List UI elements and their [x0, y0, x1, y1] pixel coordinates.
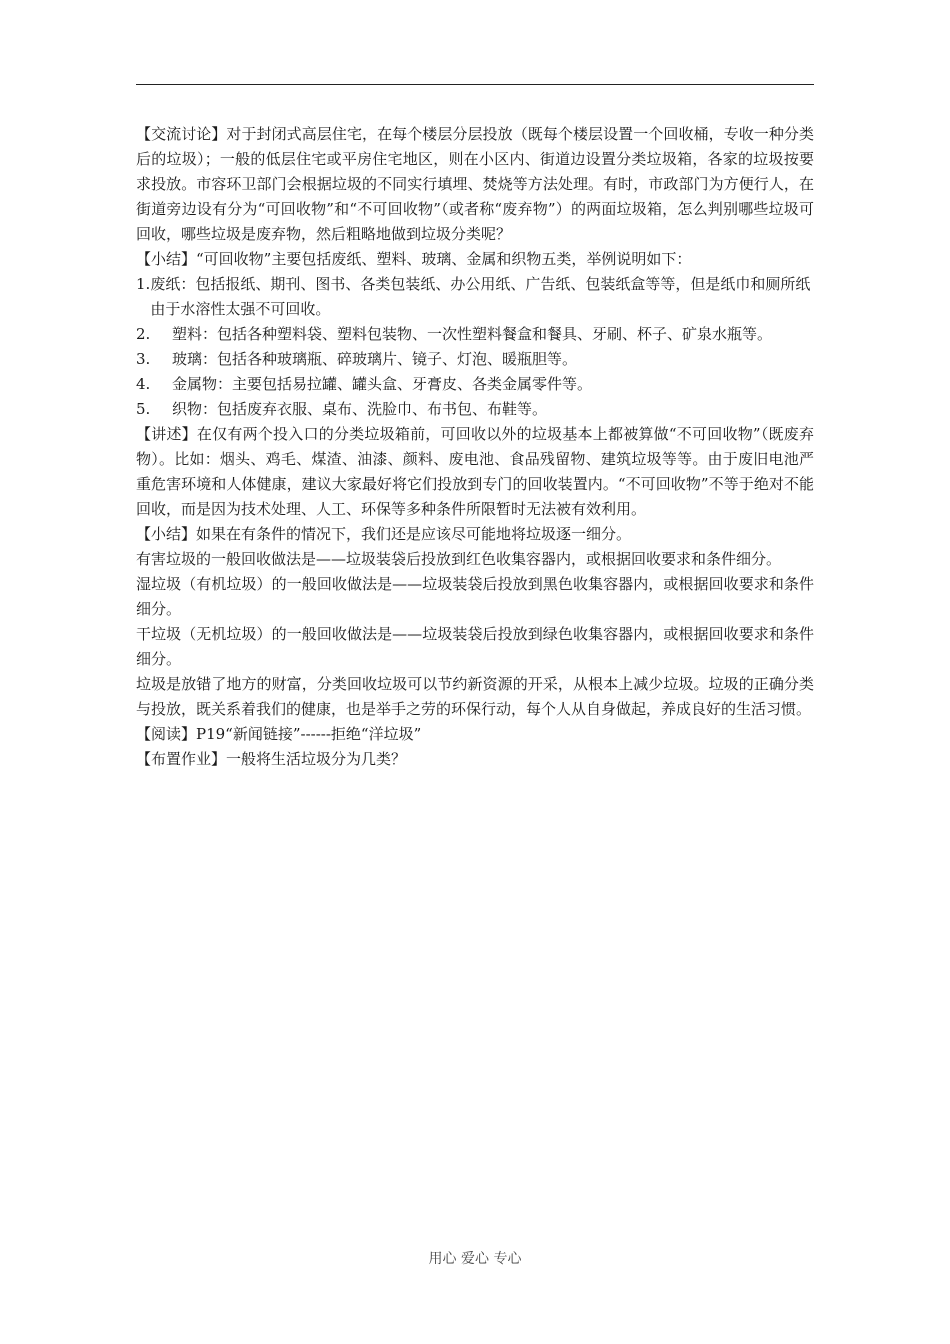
- list-item-text: 织物：包括废弃衣服、桌布、洗脸巾、布书包、布鞋等。: [172, 400, 548, 418]
- list-item-text: 金属物：主要包括易拉罐、罐头盒、牙膏皮、各类金属零件等。: [172, 375, 593, 393]
- paragraph-wet-waste: 湿垃圾（有机垃圾）的一般回收做法是——垃圾装袋后投放到黑色收集容器内，或根据回收要求和条件细分。: [136, 575, 814, 618]
- list-item-metal: [136, 372, 814, 397]
- list-number: 1.: [136, 275, 151, 293]
- list-item-glass: [136, 347, 814, 372]
- list-number: 3.: [136, 350, 151, 368]
- paragraph-summary-recyclables: 【小结】“可回收物”主要包括废纸、塑料、玻璃、金属和织物五类，举例说明如下：: [136, 250, 692, 268]
- paragraph-conclusion: 垃圾是放错了地方的财富，分类回收垃圾可以节约新资源的开采，从根本上减少垃圾。垃圾的正确分类与投放，既关系着我们的健康，也是举手之劳的环保行动，每个人从自身做起，养成良好的生活习惯。: [136, 675, 814, 718]
- page-footer: 用心 爱心 专心: [428, 1251, 522, 1267]
- list-number: 2.: [136, 325, 151, 343]
- list-item-text: 玻璃：包括各种玻璃瓶、碎玻璃片、镜子、灯泡、暖瓶胆等。: [172, 350, 578, 368]
- paragraph-lecture: 【讲述】在仅有两个投入口的分类垃圾箱前，可回收以外的垃圾基本上都被算做“不可回收物”（既废弃物）。比如：烟头、鸡毛、煤渣、油漆、颜料、废电池、食品残留物、建筑垃圾等等。由于废旧电池严重危害环境和人体健康，建议大家最好将它们投放到专门的回收装置内。“不可回收物”不等于绝对不能回收，而是因为技术处理、人工、环保等多种条件所限暂时无法被有效利用。: [136, 425, 814, 518]
- paragraph-homework: 【布置作业】一般将生活垃圾分为几类？: [136, 750, 407, 768]
- list-item-waste-paper: [136, 272, 814, 322]
- list-item-text: 塑料：包括各种塑料袋、塑料包装物、一次性塑料餐盒和餐具、牙刷、杯子、矿泉水瓶等。: [172, 325, 773, 343]
- header-rule: [136, 84, 814, 85]
- paragraph-summary-subdivide: 【小结】如果在有条件的情况下，我们还是应该尽可能地将垃圾逐一细分。: [136, 525, 632, 543]
- list-item-plastic: [136, 322, 814, 347]
- paragraph-dry-waste: 干垃圾（无机垃圾）的一般回收做法是——垃圾装袋后投放到绿色收集容器内，或根据回收要求和条件细分。: [136, 625, 814, 668]
- list-item-text: 废纸：包括报纸、期刊、图书、各类包装纸、办公用纸、广告纸、包装纸盒等等，但是纸巾和厕所纸由于水溶性太强不可回收。: [150, 275, 811, 318]
- list-number: 4.: [136, 375, 151, 393]
- list-number: 5.: [136, 400, 151, 418]
- list-item-textiles: [136, 397, 814, 422]
- paragraph-reading: 【阅读】P19“新闻链接”------拒绝“洋垃圾”: [136, 725, 422, 743]
- paragraph-discussion: 【交流讨论】对于封闭式高层住宅，在每个楼层分层投放（既每个楼层设置一个回收桶，专收一种分类后的垃圾）；一般的低层住宅或平房住宅地区，则在小区内、街道边设置分类垃圾箱，各家的垃圾按要求投放。市容环卫部门会根据垃圾的不同实行填埋、焚烧等方法处理。有时，市政部门为方便行人，在街道旁边设有分为“可回收物”和“不可回收物”（或者称“废弃物”）的两面垃圾箱，怎么判别哪些垃圾可回收，哪些垃圾是废弃物，然后粗略地做到垃圾分类呢？: [136, 125, 814, 243]
- document-body: [136, 122, 814, 772]
- paragraph-hazardous-waste: 有害垃圾的一般回收做法是——垃圾装袋后投放到红色收集容器内，或根据回收要求和条件细分。: [136, 550, 782, 568]
